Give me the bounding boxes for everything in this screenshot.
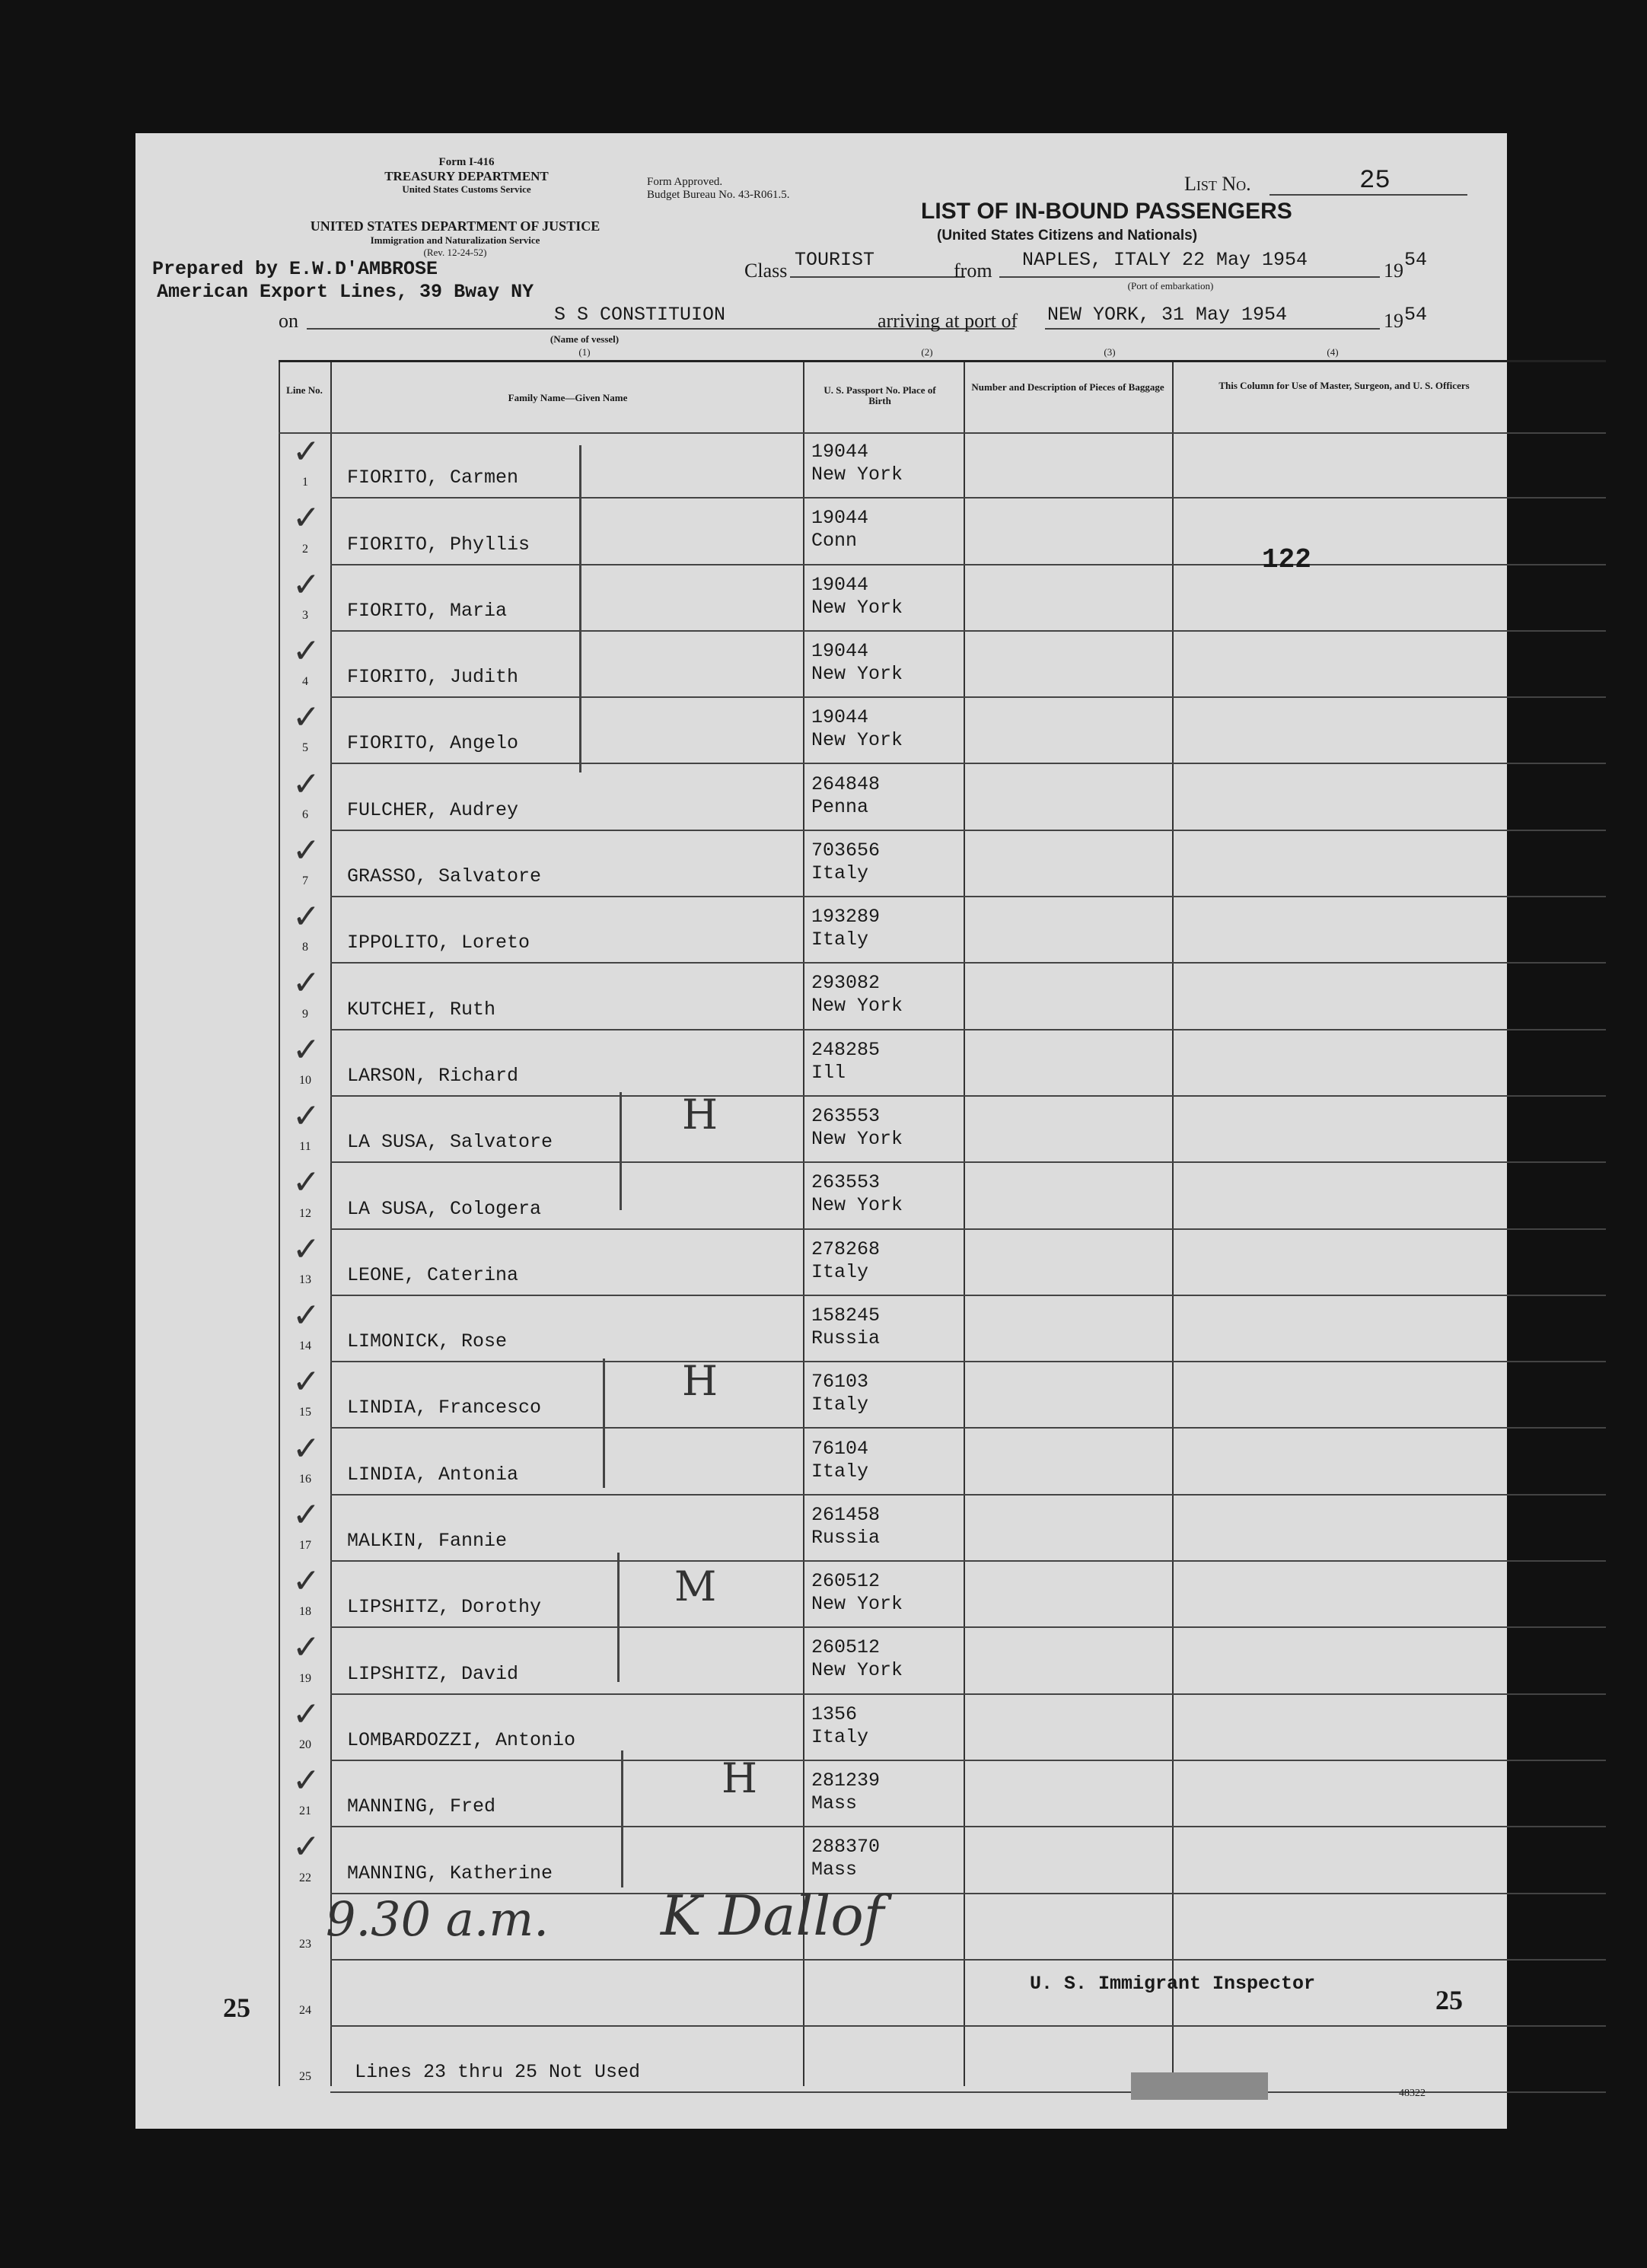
table-row (279, 1296, 1606, 1362)
arriving-underline (1045, 328, 1380, 330)
vessel-name: S S CONSTITUION (554, 304, 726, 326)
column-header-baggage: Number and Description of Pieces of Baggage (971, 381, 1164, 393)
place-of-birth: New York (811, 1593, 903, 1616)
place-of-birth: New York (811, 596, 903, 619)
table-row (279, 1628, 1606, 1694)
passenger-name: LARSON, Richard (347, 1064, 519, 1087)
row-line-number: 7 (302, 874, 308, 888)
checkmark-icon: ✓ (292, 499, 320, 538)
table-row (279, 964, 1606, 1030)
passport-number: 158245 (811, 1304, 881, 1327)
table-row (279, 1562, 1606, 1628)
row-line-number: 13 (299, 1273, 311, 1286)
row-line-number: 10 (299, 1073, 311, 1087)
column-number-4: (4) (1327, 346, 1339, 358)
group-mark-m: M (674, 1562, 717, 1610)
checkmark-icon: ✓ (292, 1295, 320, 1335)
checkmark-icon: ✓ (292, 698, 320, 737)
column-header-line: Line No. (286, 384, 323, 396)
year-value-2: 54 (1404, 304, 1428, 326)
checkmark-icon: ✓ (292, 565, 320, 604)
row-line-number: 23 (299, 1937, 311, 1951)
checkmark-icon: ✓ (292, 1362, 320, 1402)
page-subtitle: (United States Citizens and Nationals) (937, 228, 1198, 244)
family-bracket (621, 1750, 623, 1887)
checkmark-icon: ✓ (292, 1761, 320, 1800)
row-line-number: 1 (302, 476, 308, 489)
passport-number: 261458 (811, 1503, 881, 1526)
place-of-birth: New York (811, 1659, 903, 1682)
passenger-name: MALKIN, Fannie (347, 1530, 508, 1553)
group-mark-h: H (722, 1754, 758, 1802)
passport-number: 260512 (811, 1570, 881, 1593)
passport-number: 19044 (811, 441, 869, 463)
inspector-title: U. S. Immigrant Inspector (1030, 1973, 1316, 1995)
column-number-2: (2) (921, 346, 933, 358)
column-header-officers: This Column for Use of Master, Surgeon, and U. S. Officers (1219, 380, 1470, 391)
officer-number: 122 (1262, 544, 1311, 575)
row-line-number: 24 (299, 2004, 311, 2018)
passenger-name: FULCHER, Audrey (347, 798, 519, 821)
passenger-name: MANNING, Fred (347, 1795, 496, 1818)
redaction-stamp (1131, 2072, 1268, 2100)
place-of-birth: Penna (811, 795, 869, 818)
row-line-number: 14 (299, 1339, 311, 1353)
table-row (279, 565, 1606, 632)
row-line-number: 22 (299, 1871, 311, 1884)
table-row (279, 765, 1606, 831)
row-line-number: 12 (299, 1206, 311, 1220)
checkmark-icon: ✓ (292, 1495, 320, 1534)
passenger-name: LINDIA, Antonia (347, 1463, 519, 1486)
passenger-name: KUTCHEI, Ruth (347, 998, 496, 1021)
footer-code: 48322 (1399, 2088, 1426, 2099)
passenger-name: LA SUSA, Cologera (347, 1197, 542, 1220)
passport-number: 248285 (811, 1038, 881, 1061)
table-row (279, 1230, 1606, 1296)
passenger-name: LIMONICK, Rose (347, 1330, 508, 1353)
row-line-number: 11 (299, 1140, 311, 1154)
row-line-number: 5 (302, 741, 308, 755)
passenger-name: FIORITO, Angelo (347, 732, 519, 755)
passport-number: 193289 (811, 906, 881, 929)
year-prefix-2: 19 (1384, 310, 1403, 332)
justice-dept: UNITED STATES DEPARTMENT OF JUSTICE (310, 218, 601, 234)
passport-number: 703656 (811, 839, 881, 862)
passport-number: 281239 (811, 1769, 881, 1792)
table-row (279, 1097, 1606, 1163)
place-of-birth: Italy (811, 1260, 869, 1283)
ins-service: Immigration and Naturalization Service (370, 234, 540, 246)
table-row (279, 432, 1606, 499)
table-row (279, 1362, 1606, 1429)
table-row (279, 1163, 1606, 1229)
table-row (279, 897, 1606, 964)
passport-number: 288370 (811, 1836, 881, 1859)
row-line-number: 20 (299, 1738, 311, 1751)
column-header-name: Family Name—Given Name (508, 392, 628, 403)
treasury-dept: TREASURY DEPARTMENT (384, 169, 549, 183)
list-number: 25 (1359, 167, 1391, 196)
checkmark-icon: ✓ (292, 1628, 320, 1668)
form-approved: Form Approved. (647, 176, 723, 188)
place-of-birth: Italy (811, 1394, 869, 1416)
table-row (279, 831, 1606, 897)
passenger-name: LEONE, Caterina (347, 1263, 519, 1286)
place-of-birth: Italy (811, 1460, 869, 1483)
passport-number: 19044 (811, 706, 869, 729)
place-of-birth: Russia (811, 1526, 881, 1549)
table-row (279, 1761, 1606, 1827)
passport-number: 19044 (811, 507, 869, 530)
table-row (279, 698, 1606, 764)
table-rows (279, 362, 1606, 2086)
passport-number: 76104 (811, 1437, 869, 1460)
family-bracket (579, 445, 581, 772)
place-of-birth: New York (811, 463, 903, 486)
place-of-birth: Mass (811, 1792, 858, 1814)
column-header-passport: U. S. Passport No. Place of Birth (824, 384, 936, 406)
row-line-number: 9 (302, 1007, 308, 1021)
table-row (279, 499, 1606, 565)
row-line-number: 8 (302, 941, 308, 954)
checkmark-icon: ✓ (292, 830, 320, 870)
passport-number: 263553 (811, 1171, 881, 1194)
group-mark-h: H (682, 1357, 718, 1405)
class-underline (790, 276, 965, 278)
row-line-number: 15 (299, 1406, 311, 1419)
passenger-name: IPPOLITO, Loreto (347, 932, 530, 954)
passenger-name: FIORITO, Phyllis (347, 533, 530, 556)
checkmark-icon: ✓ (292, 1097, 320, 1136)
passport-number: 1356 (811, 1703, 858, 1725)
place-of-birth: Italy (811, 862, 869, 884)
signature-time: 9.30 a.m. (326, 1891, 549, 1947)
checkmark-icon: ✓ (292, 1429, 320, 1468)
year-value-1: 54 (1404, 249, 1428, 271)
family-bracket (603, 1359, 605, 1488)
year-prefix-1: 19 (1384, 260, 1403, 282)
page-title: LIST OF IN-BOUND PASSENGERS (921, 199, 1292, 224)
passenger-name: FIORITO, Judith (347, 666, 519, 689)
checkmark-icon: ✓ (292, 1030, 320, 1069)
row-line-number: 25 (299, 2070, 311, 2084)
class-value: TOURIST (795, 249, 875, 271)
right-margin-number: 25 (1435, 1985, 1463, 2015)
passenger-name: FIORITO, Maria (347, 599, 508, 622)
row-line-number: 3 (302, 608, 308, 622)
from-underline (999, 276, 1380, 278)
from-value: NAPLES, ITALY 22 May 1954 (1022, 249, 1308, 271)
table-row (279, 1030, 1606, 1097)
table-row (279, 1429, 1606, 1496)
checkmark-icon: ✓ (292, 1163, 320, 1202)
table-row (279, 1827, 1606, 1894)
passport-number: 278268 (811, 1238, 881, 1260)
passenger-name: LIPSHITZ, David (347, 1662, 519, 1685)
list-number-label: List No. (1184, 173, 1251, 195)
budget-bureau: Budget Bureau No. 43-R061.5. (647, 189, 790, 201)
checkmark-icon: ✓ (292, 631, 320, 671)
passport-number: 264848 (811, 772, 881, 795)
port-embark-caption: (Port of embarkation) (1127, 280, 1214, 291)
group-mark-h: H (682, 1091, 718, 1139)
from-label: from (954, 260, 992, 282)
passenger-name: LA SUSA, Salvatore (347, 1131, 553, 1154)
row-line-number: 19 (299, 1671, 311, 1685)
row-line-number: 18 (299, 1605, 311, 1619)
checkmark-icon: ✓ (292, 1694, 320, 1734)
family-bracket (617, 1553, 620, 1682)
place-of-birth: New York (811, 662, 903, 685)
checkmark-icon: ✓ (292, 1229, 320, 1269)
inspector-signature: K Dallof (661, 1884, 884, 1948)
passenger-name: FIORITO, Carmen (347, 467, 519, 489)
passport-number: 263553 (811, 1105, 881, 1127)
prepared-by-company: American Export Lines, 39 Bway NY (157, 281, 534, 303)
left-margin-number: 25 (223, 1992, 250, 2023)
table-row (279, 632, 1606, 698)
passenger-name: Lines 23 thru 25 Not Used (355, 2061, 641, 2084)
passport-number: 293082 (811, 972, 881, 995)
row-line-number: 16 (299, 1472, 311, 1486)
passport-number: 19044 (811, 573, 869, 596)
row-line-number: 17 (299, 1539, 311, 1553)
place-of-birth: New York (811, 1128, 903, 1150)
vessel-caption: (Name of vessel) (550, 333, 620, 345)
arriving-value: NEW YORK, 31 May 1954 (1047, 304, 1288, 326)
table-row (279, 2027, 1606, 2093)
passenger-name: LOMBARDOZZI, Antonio (347, 1728, 576, 1751)
passenger-table (279, 360, 1606, 2086)
place-of-birth: New York (811, 995, 903, 1018)
place-of-birth: Conn (811, 530, 858, 553)
family-bracket (620, 1092, 622, 1210)
row-line-number: 6 (302, 807, 308, 821)
prepared-by: Prepared by E.W.D'AMBROSE (152, 258, 438, 280)
place-of-birth: Italy (811, 929, 869, 951)
checkmark-icon: ✓ (292, 897, 320, 937)
passenger-name: GRASSO, Salvatore (347, 865, 542, 888)
table-row (279, 1695, 1606, 1761)
place-of-birth: New York (811, 729, 903, 752)
checkmark-icon: ✓ (292, 1562, 320, 1601)
place-of-birth: Ill (811, 1061, 846, 1084)
place-of-birth: Russia (811, 1327, 881, 1349)
column-number-3: (3) (1104, 346, 1116, 358)
on-label: on (279, 310, 298, 332)
checkmark-icon: ✓ (292, 432, 320, 471)
passenger-manifest-page (135, 133, 1507, 2129)
column-number-1: (1) (578, 346, 591, 358)
form-number: Form I-416 (438, 156, 495, 168)
table-row (279, 1496, 1606, 1562)
place-of-birth: Mass (811, 1859, 858, 1881)
passenger-name: MANNING, Katherine (347, 1862, 553, 1884)
passenger-name: LINDIA, Francesco (347, 1397, 542, 1419)
table-row (279, 1961, 1606, 2027)
arriving-label: arriving at port of (878, 310, 1018, 332)
checkmark-icon: ✓ (292, 764, 320, 804)
passport-number: 260512 (811, 1636, 881, 1659)
form-revision: (Rev. 12-24-52) (423, 247, 487, 258)
class-label: Class (744, 260, 788, 282)
checkmark-icon: ✓ (292, 964, 320, 1003)
passenger-name: LIPSHITZ, Dorothy (347, 1596, 542, 1619)
passport-number: 76103 (811, 1371, 869, 1394)
place-of-birth: Italy (811, 1725, 869, 1748)
row-line-number: 2 (302, 542, 308, 556)
customs-service: United States Customs Service (402, 183, 531, 195)
row-line-number: 4 (302, 675, 308, 689)
place-of-birth: New York (811, 1194, 903, 1217)
passport-number: 19044 (811, 639, 869, 662)
checkmark-icon: ✓ (292, 1827, 320, 1867)
row-line-number: 21 (299, 1805, 311, 1818)
